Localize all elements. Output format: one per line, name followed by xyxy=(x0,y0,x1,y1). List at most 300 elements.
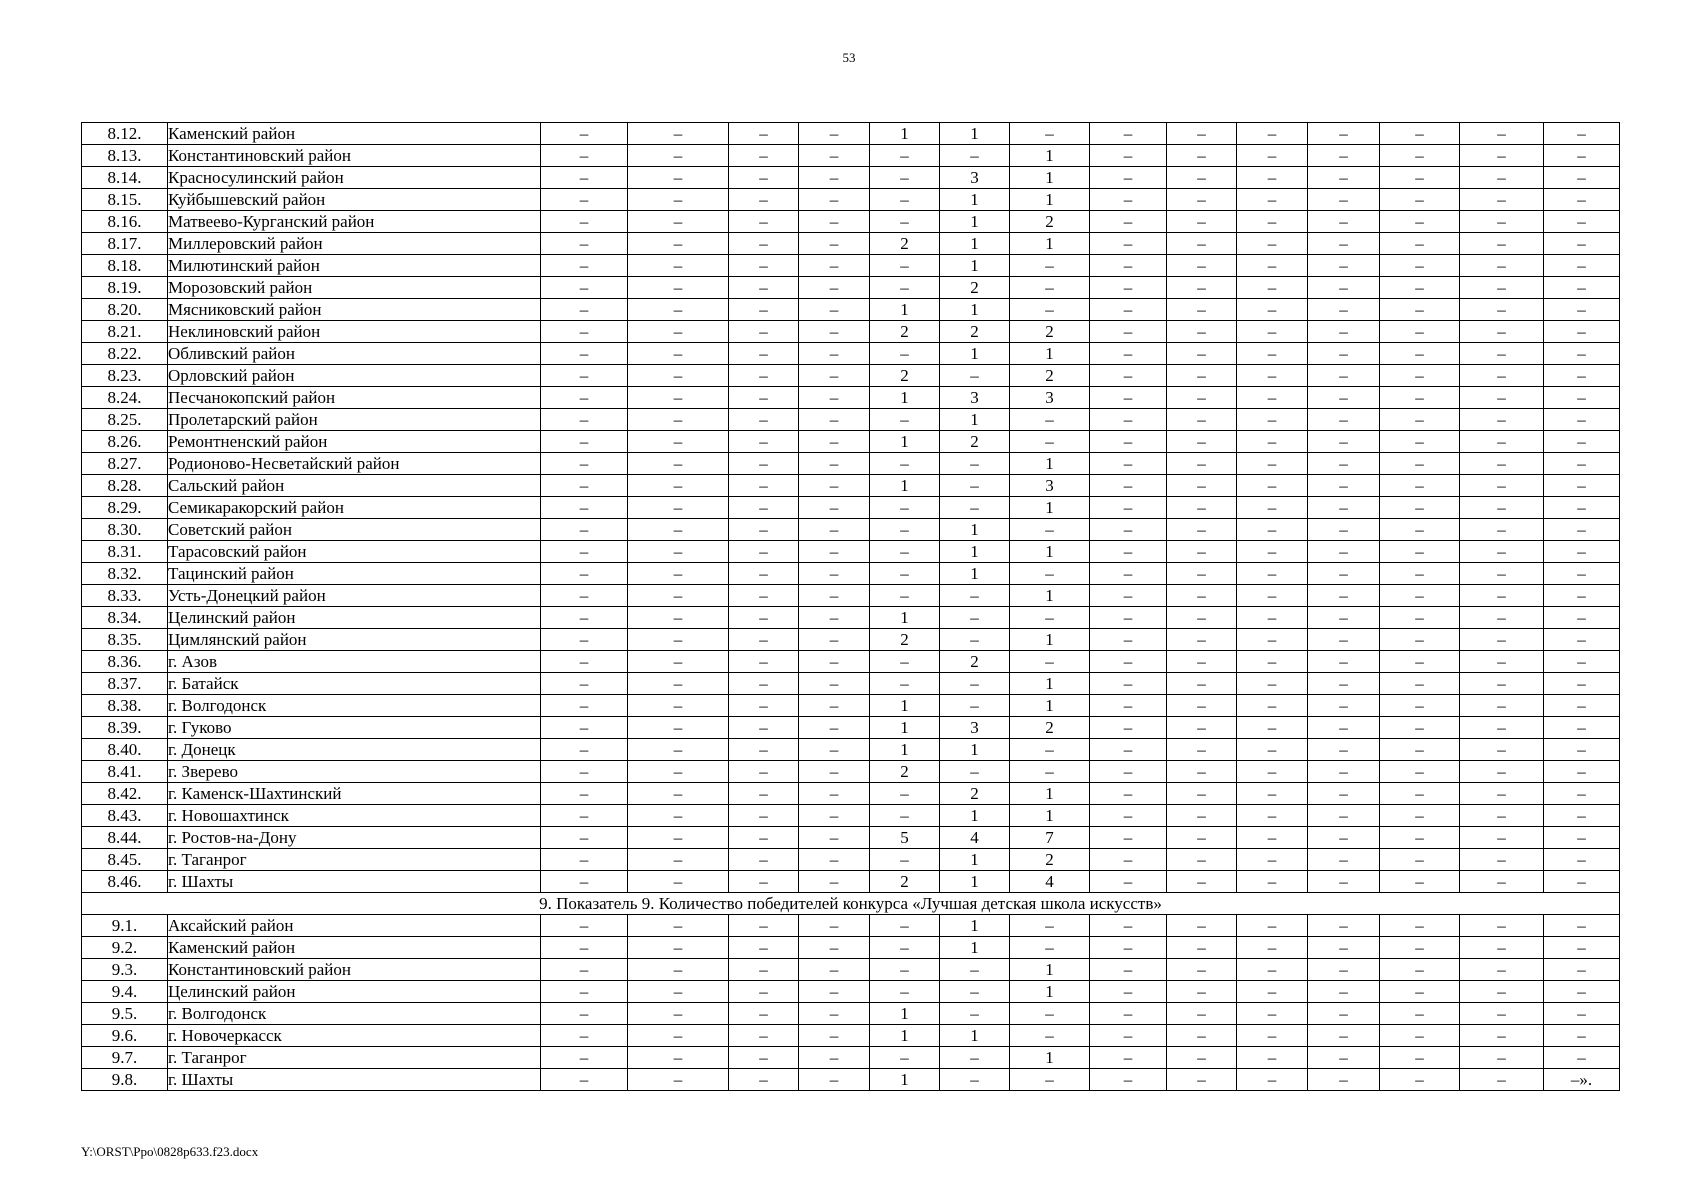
value-cell: 1 xyxy=(1010,959,1090,981)
district-name: г. Азов xyxy=(168,651,541,673)
value-cell: – xyxy=(1460,475,1544,497)
district-name: Орловский район xyxy=(168,365,541,387)
value-cell: – xyxy=(1460,1025,1544,1047)
district-name: Миллеровский район xyxy=(168,233,541,255)
value-cell: – xyxy=(1090,299,1167,321)
table-row xyxy=(82,497,1620,519)
value-cell: – xyxy=(628,387,729,409)
value-cell: – xyxy=(799,409,870,431)
value-cell: – xyxy=(1167,453,1237,475)
row-number: 9.4. xyxy=(82,981,168,1003)
value-cell: – xyxy=(1380,695,1460,717)
value-cell: – xyxy=(1544,783,1620,805)
value-cell: – xyxy=(1237,695,1308,717)
value-cell: – xyxy=(1237,1047,1308,1069)
value-cell: – xyxy=(1308,827,1380,849)
value-cell: – xyxy=(799,299,870,321)
value-cell: – xyxy=(870,211,940,233)
value-cell: 1 xyxy=(1010,233,1090,255)
value-cell: – xyxy=(1308,299,1380,321)
row-number: 8.25. xyxy=(82,409,168,431)
value-cell: – xyxy=(799,277,870,299)
value-cell: 1 xyxy=(870,717,940,739)
table-row xyxy=(82,651,1620,673)
value-cell: – xyxy=(1544,1003,1620,1025)
footer-file-path: Y:\ORST\Ppo\0828p633.f23.docx xyxy=(81,1144,259,1159)
value-cell: – xyxy=(1167,805,1237,827)
value-cell: – xyxy=(729,211,799,233)
district-name: г. Гуково xyxy=(168,717,541,739)
value-cell: – xyxy=(1460,233,1544,255)
value-cell: 3 xyxy=(1010,475,1090,497)
value-cell: – xyxy=(541,299,628,321)
value-cell: – xyxy=(1237,453,1308,475)
value-cell: – xyxy=(1308,783,1380,805)
value-cell: – xyxy=(1460,519,1544,541)
district-name: Куйбышевский район xyxy=(168,189,541,211)
value-cell: – xyxy=(1380,651,1460,673)
value-cell: – xyxy=(1308,805,1380,827)
value-cell: 2 xyxy=(870,233,940,255)
value-cell: – xyxy=(1380,321,1460,343)
value-cell: 2 xyxy=(1010,365,1090,387)
table-row xyxy=(82,673,1620,695)
value-cell: 1 xyxy=(870,739,940,761)
value-cell: – xyxy=(729,453,799,475)
district-name: г. Таганрог xyxy=(168,1047,541,1069)
value-cell: – xyxy=(870,849,940,871)
value-cell: – xyxy=(1090,585,1167,607)
value-cell: – xyxy=(1544,717,1620,739)
value-cell: – xyxy=(1544,189,1620,211)
value-cell: – xyxy=(1010,299,1090,321)
district-name: Целинский район xyxy=(168,981,541,1003)
district-name: г. Волгодонск xyxy=(168,695,541,717)
value-cell: – xyxy=(1308,629,1380,651)
value-cell: 4 xyxy=(940,827,1010,849)
value-cell: – xyxy=(1090,409,1167,431)
value-cell: – xyxy=(870,805,940,827)
value-cell: – xyxy=(628,211,729,233)
value-cell: 2 xyxy=(870,629,940,651)
value-cell: – xyxy=(1010,1069,1090,1091)
value-cell: – xyxy=(1460,255,1544,277)
value-cell: – xyxy=(541,453,628,475)
table-row xyxy=(82,519,1620,541)
value-cell: – xyxy=(1090,761,1167,783)
value-cell: – xyxy=(1308,1025,1380,1047)
value-cell: – xyxy=(1237,145,1308,167)
value-cell: 5 xyxy=(870,827,940,849)
value-cell: – xyxy=(628,497,729,519)
section-title: 9. Показатель 9. Количество победителей конкурса «Лучшая детская школа искусств» xyxy=(82,893,1620,915)
value-cell: – xyxy=(1308,387,1380,409)
value-cell: – xyxy=(1237,387,1308,409)
row-number: 8.37. xyxy=(82,673,168,695)
value-cell: – xyxy=(628,409,729,431)
value-cell: – xyxy=(1544,695,1620,717)
value-cell: – xyxy=(940,695,1010,717)
row-number: 8.46. xyxy=(82,871,168,893)
value-cell: – xyxy=(628,563,729,585)
value-cell: – xyxy=(1544,343,1620,365)
table-row xyxy=(82,321,1620,343)
value-cell: 2 xyxy=(940,277,1010,299)
value-cell: – xyxy=(799,145,870,167)
value-cell: – xyxy=(1090,365,1167,387)
table-row xyxy=(82,607,1620,629)
value-cell: – xyxy=(541,629,628,651)
value-cell: – xyxy=(1090,651,1167,673)
value-cell: – xyxy=(628,915,729,937)
value-cell: 1 xyxy=(870,299,940,321)
value-cell: – xyxy=(1460,277,1544,299)
value-cell: – xyxy=(1380,233,1460,255)
data-table xyxy=(81,122,1620,1091)
value-cell: – xyxy=(1460,805,1544,827)
value-cell: 1 xyxy=(940,1025,1010,1047)
value-cell: – xyxy=(1167,827,1237,849)
value-cell: 1 xyxy=(940,233,1010,255)
value-cell: – xyxy=(541,233,628,255)
value-cell: – xyxy=(729,255,799,277)
value-cell: – xyxy=(1380,519,1460,541)
value-cell: – xyxy=(1460,409,1544,431)
value-cell: 1 xyxy=(1010,585,1090,607)
value-cell: – xyxy=(1167,959,1237,981)
row-number: 9.5. xyxy=(82,1003,168,1025)
value-cell: – xyxy=(628,453,729,475)
table-row xyxy=(82,145,1620,167)
value-cell: – xyxy=(1460,321,1544,343)
table-body xyxy=(82,123,1620,1091)
value-cell: – xyxy=(1167,145,1237,167)
value-cell: – xyxy=(940,1047,1010,1069)
value-cell: – xyxy=(1237,541,1308,563)
value-cell: – xyxy=(1167,211,1237,233)
district-name: г. Новошахтинск xyxy=(168,805,541,827)
value-cell: – xyxy=(1167,387,1237,409)
value-cell: 2 xyxy=(940,783,1010,805)
value-cell: – xyxy=(1308,497,1380,519)
value-cell: – xyxy=(870,519,940,541)
value-cell: – xyxy=(1380,167,1460,189)
value-cell: – xyxy=(1010,739,1090,761)
value-cell: – xyxy=(1237,321,1308,343)
value-cell: – xyxy=(628,695,729,717)
value-cell: –». xyxy=(1544,1069,1620,1091)
row-number: 8.40. xyxy=(82,739,168,761)
value-cell: – xyxy=(541,1025,628,1047)
row-number: 8.32. xyxy=(82,563,168,585)
value-cell: – xyxy=(1167,167,1237,189)
value-cell: – xyxy=(1167,475,1237,497)
value-cell: – xyxy=(628,519,729,541)
value-cell: 2 xyxy=(1010,321,1090,343)
value-cell: – xyxy=(729,475,799,497)
value-cell: – xyxy=(1308,189,1380,211)
value-cell: – xyxy=(1010,937,1090,959)
row-number: 8.27. xyxy=(82,453,168,475)
value-cell: – xyxy=(541,695,628,717)
row-number: 8.15. xyxy=(82,189,168,211)
value-cell: – xyxy=(1237,915,1308,937)
value-cell: – xyxy=(729,343,799,365)
district-name: г. Батайск xyxy=(168,673,541,695)
value-cell: – xyxy=(1237,365,1308,387)
value-cell: – xyxy=(1167,431,1237,453)
value-cell: – xyxy=(541,145,628,167)
value-cell: – xyxy=(1090,871,1167,893)
value-cell: – xyxy=(729,233,799,255)
table-row xyxy=(82,277,1620,299)
value-cell: – xyxy=(628,167,729,189)
value-cell: – xyxy=(799,673,870,695)
value-cell: – xyxy=(628,981,729,1003)
value-cell: – xyxy=(1090,607,1167,629)
value-cell: – xyxy=(729,1069,799,1091)
value-cell: – xyxy=(1380,937,1460,959)
value-cell: – xyxy=(1308,563,1380,585)
value-cell: – xyxy=(628,959,729,981)
value-cell: – xyxy=(729,321,799,343)
value-cell: 2 xyxy=(1010,717,1090,739)
table-row xyxy=(82,563,1620,585)
value-cell: – xyxy=(1544,651,1620,673)
value-cell: – xyxy=(1090,1025,1167,1047)
value-cell: 4 xyxy=(1010,871,1090,893)
value-cell: – xyxy=(1167,1025,1237,1047)
table-row xyxy=(82,299,1620,321)
value-cell: – xyxy=(870,409,940,431)
value-cell: – xyxy=(1090,145,1167,167)
value-cell: – xyxy=(1308,739,1380,761)
value-cell: – xyxy=(1237,1003,1308,1025)
value-cell: – xyxy=(1544,541,1620,563)
value-cell: – xyxy=(1090,321,1167,343)
value-cell: – xyxy=(729,409,799,431)
value-cell: – xyxy=(1308,123,1380,145)
value-cell: – xyxy=(1308,1047,1380,1069)
value-cell: – xyxy=(1308,277,1380,299)
value-cell: – xyxy=(541,717,628,739)
value-cell: – xyxy=(729,145,799,167)
value-cell: – xyxy=(1090,981,1167,1003)
value-cell: – xyxy=(1460,827,1544,849)
value-cell: 1 xyxy=(940,343,1010,365)
value-cell: 2 xyxy=(940,651,1010,673)
value-cell: – xyxy=(628,1003,729,1025)
value-cell: – xyxy=(799,607,870,629)
row-number: 8.23. xyxy=(82,365,168,387)
value-cell: – xyxy=(628,475,729,497)
value-cell: – xyxy=(628,761,729,783)
value-cell: – xyxy=(1237,607,1308,629)
value-cell: – xyxy=(1090,717,1167,739)
table-row xyxy=(82,409,1620,431)
value-cell: – xyxy=(1380,959,1460,981)
table-row xyxy=(82,365,1620,387)
value-cell: – xyxy=(799,167,870,189)
district-name: Пролетарский район xyxy=(168,409,541,431)
value-cell: – xyxy=(799,563,870,585)
value-cell: – xyxy=(628,1069,729,1091)
value-cell: – xyxy=(1010,563,1090,585)
value-cell: – xyxy=(628,651,729,673)
value-cell: – xyxy=(799,805,870,827)
value-cell: 2 xyxy=(1010,849,1090,871)
value-cell: – xyxy=(1380,717,1460,739)
value-cell: – xyxy=(1544,365,1620,387)
value-cell: 1 xyxy=(940,299,1010,321)
value-cell: – xyxy=(1544,761,1620,783)
value-cell: – xyxy=(1308,365,1380,387)
value-cell: – xyxy=(1308,871,1380,893)
table-row xyxy=(82,981,1620,1003)
value-cell: – xyxy=(729,607,799,629)
row-number: 8.29. xyxy=(82,497,168,519)
value-cell: – xyxy=(541,321,628,343)
value-cell: – xyxy=(541,673,628,695)
value-cell: – xyxy=(628,717,729,739)
value-cell: – xyxy=(799,189,870,211)
value-cell: – xyxy=(729,277,799,299)
value-cell: – xyxy=(1167,497,1237,519)
value-cell: – xyxy=(870,651,940,673)
value-cell: – xyxy=(729,1025,799,1047)
value-cell: – xyxy=(1380,145,1460,167)
value-cell: – xyxy=(940,629,1010,651)
row-number: 8.30. xyxy=(82,519,168,541)
value-cell: – xyxy=(628,321,729,343)
value-cell: – xyxy=(1237,299,1308,321)
district-name: Каменский район xyxy=(168,937,541,959)
value-cell: – xyxy=(1167,937,1237,959)
value-cell: – xyxy=(1167,541,1237,563)
value-cell: – xyxy=(1544,1025,1620,1047)
value-cell: – xyxy=(628,673,729,695)
value-cell: – xyxy=(1380,299,1460,321)
value-cell: – xyxy=(729,959,799,981)
value-cell: – xyxy=(628,189,729,211)
value-cell: – xyxy=(1237,277,1308,299)
value-cell: – xyxy=(1167,673,1237,695)
value-cell: 1 xyxy=(870,387,940,409)
value-cell: – xyxy=(1090,739,1167,761)
value-cell: – xyxy=(1544,475,1620,497)
value-cell: – xyxy=(1544,915,1620,937)
value-cell: 1 xyxy=(1010,453,1090,475)
district-name: Константиновский район xyxy=(168,959,541,981)
district-name: Константиновский район xyxy=(168,145,541,167)
value-cell: 3 xyxy=(940,717,1010,739)
district-name: г. Зверево xyxy=(168,761,541,783)
value-cell: – xyxy=(799,783,870,805)
value-cell: – xyxy=(628,805,729,827)
row-number: 9.8. xyxy=(82,1069,168,1091)
table-row xyxy=(82,387,1620,409)
value-cell: – xyxy=(628,255,729,277)
value-cell: – xyxy=(1460,211,1544,233)
value-cell: – xyxy=(1308,321,1380,343)
value-cell: – xyxy=(1237,233,1308,255)
value-cell: – xyxy=(541,849,628,871)
table-row xyxy=(82,211,1620,233)
value-cell: – xyxy=(870,563,940,585)
value-cell: – xyxy=(1544,871,1620,893)
value-cell: – xyxy=(1544,673,1620,695)
value-cell: – xyxy=(1460,607,1544,629)
row-number: 8.34. xyxy=(82,607,168,629)
value-cell: – xyxy=(1090,343,1167,365)
value-cell: – xyxy=(628,937,729,959)
district-name: г. Каменск-Шахтинский xyxy=(168,783,541,805)
value-cell: – xyxy=(1167,409,1237,431)
value-cell: – xyxy=(1380,497,1460,519)
value-cell: – xyxy=(729,651,799,673)
table-row xyxy=(82,629,1620,651)
value-cell: – xyxy=(1090,167,1167,189)
value-cell: – xyxy=(729,167,799,189)
value-cell: – xyxy=(1380,453,1460,475)
value-cell: – xyxy=(1460,189,1544,211)
value-cell: – xyxy=(1090,827,1167,849)
value-cell: – xyxy=(628,541,729,563)
value-cell: – xyxy=(1460,981,1544,1003)
value-cell: – xyxy=(1237,959,1308,981)
value-cell: – xyxy=(729,981,799,1003)
value-cell: – xyxy=(1460,563,1544,585)
row-number: 9.6. xyxy=(82,1025,168,1047)
row-number: 9.3. xyxy=(82,959,168,981)
value-cell: – xyxy=(541,607,628,629)
value-cell: – xyxy=(628,1047,729,1069)
row-number: 9.7. xyxy=(82,1047,168,1069)
value-cell: 2 xyxy=(870,365,940,387)
value-cell: 1 xyxy=(1010,805,1090,827)
value-cell: – xyxy=(541,189,628,211)
value-cell: – xyxy=(1460,673,1544,695)
value-cell: – xyxy=(1237,827,1308,849)
value-cell: – xyxy=(1380,1025,1460,1047)
row-number: 8.38. xyxy=(82,695,168,717)
value-cell: – xyxy=(1090,783,1167,805)
value-cell: – xyxy=(1090,189,1167,211)
value-cell: – xyxy=(541,915,628,937)
value-cell: – xyxy=(541,981,628,1003)
value-cell: 1 xyxy=(870,1025,940,1047)
district-name: Родионово-Несветайский район xyxy=(168,453,541,475)
value-cell: – xyxy=(1308,607,1380,629)
value-cell: – xyxy=(1544,123,1620,145)
value-cell: – xyxy=(870,145,940,167)
value-cell: – xyxy=(799,497,870,519)
value-cell: – xyxy=(1380,761,1460,783)
table-row xyxy=(82,585,1620,607)
value-cell: 3 xyxy=(1010,387,1090,409)
value-cell: – xyxy=(1380,585,1460,607)
value-cell: 1 xyxy=(1010,695,1090,717)
table-row xyxy=(82,915,1620,937)
value-cell: – xyxy=(1010,519,1090,541)
value-cell: 2 xyxy=(870,321,940,343)
value-cell: 2 xyxy=(870,871,940,893)
row-number: 8.13. xyxy=(82,145,168,167)
value-cell: – xyxy=(1308,453,1380,475)
value-cell: – xyxy=(1380,673,1460,695)
value-cell: – xyxy=(1380,541,1460,563)
value-cell: – xyxy=(1237,849,1308,871)
